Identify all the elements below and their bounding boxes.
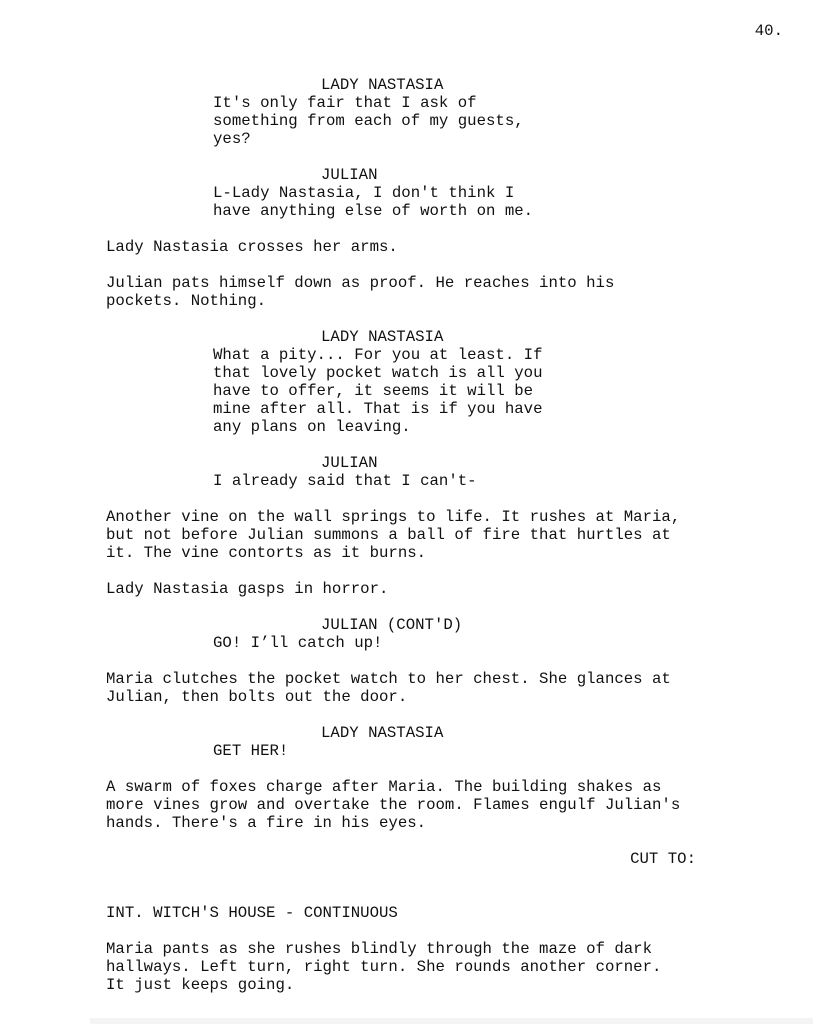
page-number: 40. xyxy=(754,22,783,40)
action-line: Maria clutches the pocket watch to her chest. She glances at Julian, then bolts out the door. xyxy=(106,670,671,706)
dialogue: What a pity... For you at least. If that lovely pocket watch is all you have to offer, it seems it will be mine after all. That is if you have any plans on leaving. xyxy=(213,346,543,436)
transition: CUT TO: xyxy=(630,850,696,868)
dialogue: It's only fair that I ask of something from each of my guests, yes? xyxy=(213,94,524,148)
character-cue: JULIAN xyxy=(321,166,378,184)
action-line: Lady Nastasia gasps in horror. xyxy=(106,580,389,598)
character-cue: JULIAN xyxy=(321,454,378,472)
character-cue: LADY NASTASIA xyxy=(321,328,444,346)
action-line: Julian pats himself down as proof. He reaches into his pockets. Nothing. xyxy=(106,274,615,310)
action-line: Lady Nastasia crosses her arms. xyxy=(106,238,398,256)
dialogue: I already said that I can't- xyxy=(213,472,477,490)
action-line: Another vine on the wall springs to life. It rushes at Maria, but not before Julian summons a ball of fire that hurtles at it. The vine contorts as it burns. xyxy=(106,508,681,562)
character-cue: LADY NASTASIA xyxy=(321,724,444,742)
dialogue: GET HER! xyxy=(213,742,289,760)
script-content xyxy=(106,76,786,994)
dialogue: GO! I’ll catch up! xyxy=(213,634,383,652)
dialogue: L-Lady Nastasia, I don't think I have anything else of worth on me. xyxy=(213,184,534,220)
character-cue: LADY NASTASIA xyxy=(321,76,444,94)
character-cue: JULIAN (CONT'D) xyxy=(321,616,463,634)
scene-heading: INT. WITCH'S HOUSE - CONTINUOUS xyxy=(106,904,398,922)
action-line: Maria pants as she rushes blindly through the maze of dark hallways. Left turn, right turn. She rounds another corner. It just keeps going. xyxy=(106,940,662,994)
action-line: A swarm of foxes charge after Maria. The building shakes as more vines grow and overtake the room. Flames engulf Julian's hands. There's a fire in his eyes. xyxy=(106,778,681,832)
page-bottom-edge xyxy=(90,1018,813,1024)
